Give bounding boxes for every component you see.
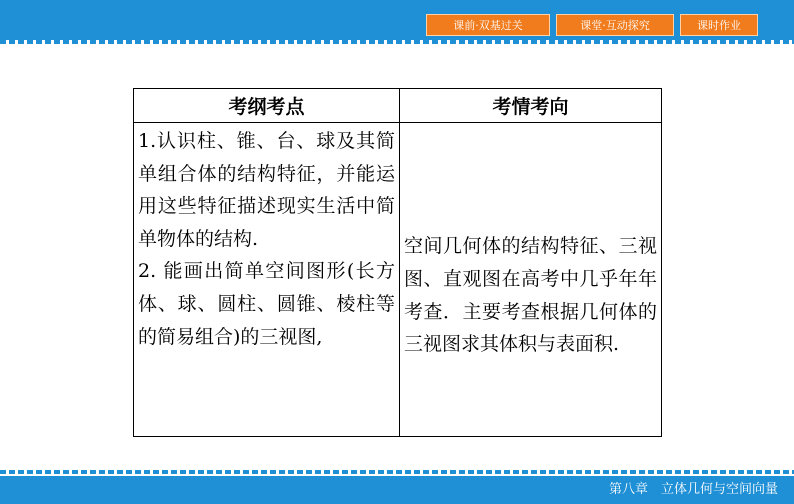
chapter-title: 第八章 立体几何与空间向量 — [608, 482, 778, 497]
nav-button-in-class[interactable]: 课堂·互动探究 — [556, 14, 674, 36]
trend-text: 空间几何体的结构特征、三视图、直观图在高考中几乎年年考查．主要考查根据几何体的三视图求其体积与表面积. — [404, 235, 657, 356]
header-exam-trends: 考情考向 — [400, 89, 662, 123]
bottom-banner — [0, 476, 794, 504]
syllabus-cell — [134, 123, 400, 437]
bottom-divider — [0, 470, 794, 474]
nav-button-homework[interactable]: 课时作业 — [680, 14, 758, 36]
syllabus-point-2: 2. 能画出简单空间图形(长方体、球、圆柱、圆锥、棱柱等的简易组合)的三视图, — [138, 260, 395, 348]
trend-cell — [400, 123, 662, 437]
top-banner — [0, 0, 794, 40]
table-header-row — [134, 89, 662, 123]
table-row — [134, 123, 662, 437]
syllabus-point-1: 1.认识柱、锥、台、球及其简单组合体的结构特征，并能运用这些特征描述现实生活中简单物体的结构. — [138, 130, 395, 250]
top-divider — [0, 40, 794, 44]
syllabus-table — [133, 88, 662, 437]
nav-button-pre-class[interactable]: 课前·双基过关 — [426, 14, 550, 36]
header-syllabus-points: 考纲考点 — [134, 89, 400, 123]
